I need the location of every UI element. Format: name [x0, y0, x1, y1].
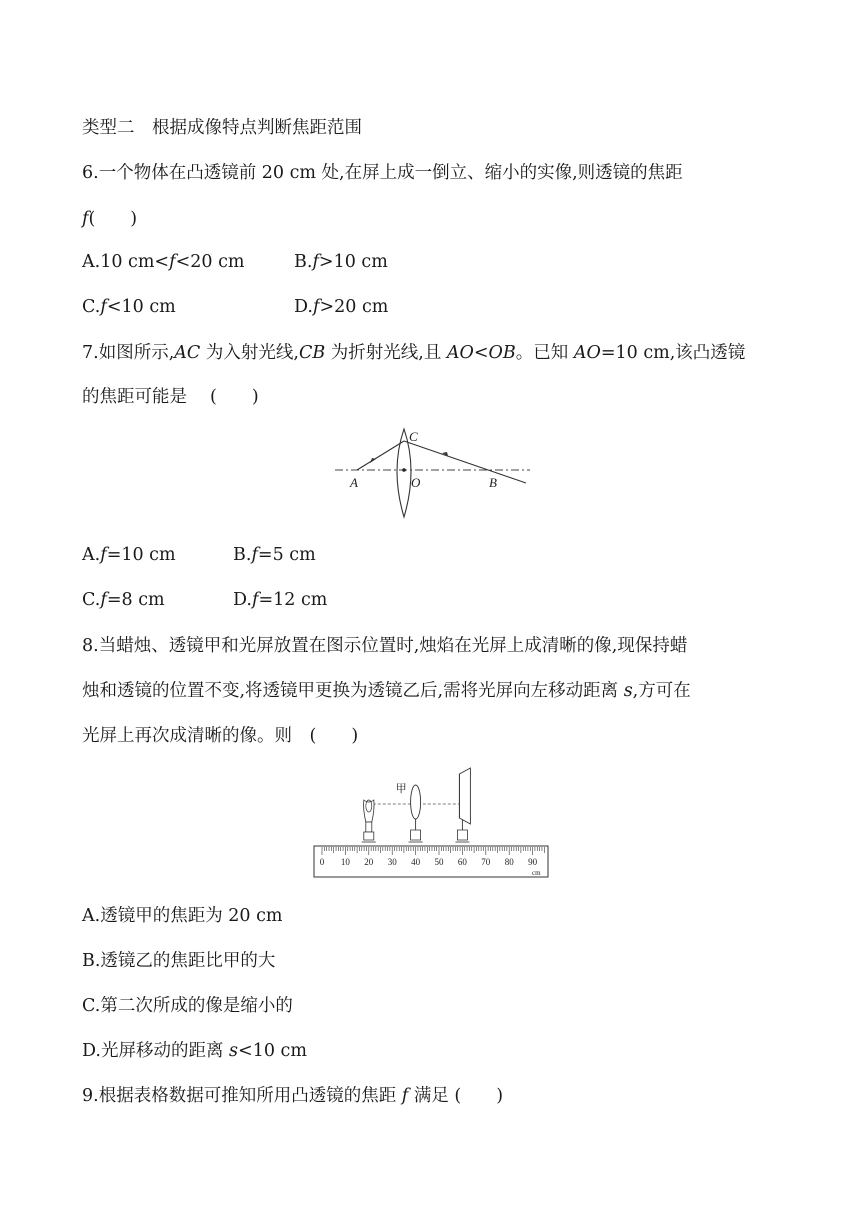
q8-option-a[interactable]: A.透镜甲的焦距为 20 cm: [82, 906, 283, 926]
candle-flame-holder: [364, 800, 375, 822]
q8-option-d-text-a: D.光屏移动的距离: [82, 1041, 230, 1061]
q7-option-a-text: =10 cm: [106, 545, 176, 565]
lens-center-dot: [402, 468, 406, 472]
q7-var-cb: CB: [298, 343, 326, 363]
q7-var-cond: AO<OB: [446, 343, 516, 363]
q8-optical-bench-diagram: [312, 764, 552, 880]
ruler-tick-label: 90: [528, 857, 538, 867]
q6-option-d-text: >20 cm: [319, 297, 389, 317]
q8-stem-line2: [82, 679, 691, 703]
q7-option-c-text: =8 cm: [106, 590, 165, 610]
q7-option-b-label: B.: [233, 545, 252, 565]
candle-body: [366, 822, 372, 832]
ruler-tick-label: 10: [340, 857, 350, 867]
q7-option-b[interactable]: [233, 543, 316, 567]
candle-stand: [364, 832, 374, 840]
q6-option-b-text: >10 cm: [318, 252, 388, 272]
screen-panel: [459, 768, 470, 824]
q7-option-b-text: =5 cm: [257, 545, 316, 565]
q6-var-f: f: [82, 209, 89, 229]
q7-stem-c: 为折射光线,且: [325, 343, 447, 363]
q7-stem-line1: [82, 341, 745, 365]
q7-var-ac: AC: [174, 343, 201, 363]
q8-stem-line3: 光屏上再次成清晰的像。则 ( ): [82, 726, 359, 746]
ruler-tick-label: 80: [504, 857, 514, 867]
label-b: B: [489, 475, 497, 490]
q7-option-c-label: C.: [82, 590, 101, 610]
lens-jia: [409, 785, 423, 842]
q6-option-b[interactable]: [294, 250, 388, 274]
q6-option-c[interactable]: [82, 295, 176, 319]
q7-option-d-text: =12 cm: [258, 590, 328, 610]
q7-option-d-var: f: [251, 590, 259, 610]
q7-option-d[interactable]: [233, 588, 327, 612]
q9-stem-a: 9.根据表格数据可推知所用凸透镜的焦距: [82, 1086, 402, 1106]
q7-option-a-var: f: [100, 545, 107, 565]
q6-option-a[interactable]: [82, 250, 244, 274]
q6-option-b-var: f: [312, 252, 319, 272]
q8-option-d[interactable]: [82, 1039, 307, 1063]
label-c: C: [409, 429, 418, 444]
q7-stem-d: 。已知: [515, 343, 574, 363]
q7-stem-e: =10 cm,该凸透镜: [600, 343, 746, 363]
q7-stem-b: 为入射光线,: [200, 343, 299, 363]
q6-option-d[interactable]: [294, 295, 388, 319]
q6-option-a-label: A.: [82, 252, 101, 272]
q8-stem-b: ,方可在: [632, 681, 691, 701]
label-a: A: [350, 475, 358, 490]
q7-stem-a: 7.如图所示,: [82, 343, 175, 363]
q9-var-f: f: [401, 1086, 409, 1106]
lens-jia-label: 甲: [395, 783, 407, 795]
q8-stem-line1: 8.当蜡烛、透镜甲和光屏放置在图示位置时,烛焰在光屏上成清晰的像,现保持蜡: [82, 636, 688, 656]
q6-option-d-var: f: [312, 297, 320, 317]
q6-answer-paren: ( ): [88, 209, 138, 229]
q7-option-a-label: A.: [82, 545, 101, 565]
q8-option-c[interactable]: C.第二次所成的像是缩小的: [82, 996, 293, 1016]
q7-option-b-var: f: [251, 545, 258, 565]
q6-option-d-label: D.: [294, 297, 313, 317]
q8-option-d-text-b: <10 cm: [238, 1041, 307, 1061]
q6-stem-line2: [82, 207, 137, 231]
q9-stem: [82, 1084, 503, 1108]
q6-option-c-text: <10 cm: [106, 297, 176, 317]
q8-option-d-var: s: [229, 1041, 239, 1061]
q7-option-a[interactable]: [82, 543, 176, 567]
section-title: 类型二 根据成像特点判断焦距范围: [82, 118, 362, 138]
candle: [362, 800, 376, 842]
q7-lens-ray-diagram: [330, 425, 535, 521]
q7-var-ao: AO: [573, 343, 601, 363]
q7-stem-line2: 的焦距可能是 ( ): [82, 387, 259, 407]
q7-option-d-label: D.: [233, 590, 252, 610]
q6-option-a-text: 10 cm<: [100, 252, 170, 272]
ruler-tick-label: 0: [319, 857, 325, 867]
ruler-tick-label: 50: [434, 857, 444, 867]
light-screen: [455, 768, 470, 842]
refracted-ray: [404, 441, 526, 483]
q6-option-a-var: f: [169, 252, 176, 272]
label-o: O: [411, 475, 421, 490]
q6-stem-line1: 6.一个物体在凸透镜前 20 cm 处,在屏上成一倒立、缩小的实像,则透镜的焦距: [82, 163, 683, 183]
q8-var-s: s: [623, 681, 633, 701]
q9-stem-b: 满足 ( ): [408, 1086, 504, 1106]
screen-stand: [457, 830, 467, 840]
q6-option-c-label: C.: [82, 297, 101, 317]
ruler-tick-label: 40: [411, 857, 421, 867]
lens-jia-stand: [411, 830, 421, 840]
q7-option-c-var: f: [100, 590, 107, 610]
ruler-tick-label: 20: [364, 857, 374, 867]
lens-jia-shape: [411, 785, 421, 819]
q8-stem-a: 烛和透镜的位置不变,将透镜甲更换为透镜乙后,需将光屏向左移动距离: [82, 681, 624, 701]
ruler-tick-label: 60: [457, 857, 467, 867]
q8-option-b[interactable]: B.透镜乙的焦距比甲的大: [82, 951, 276, 971]
q6-option-c-var: f: [100, 297, 107, 317]
ruler-unit-label: cm: [532, 869, 541, 877]
q7-option-c[interactable]: [82, 588, 165, 612]
ruler-tick-label: 70: [481, 857, 491, 867]
ruler-tick-label: 30: [387, 857, 397, 867]
q6-option-a-text2: <20 cm: [175, 252, 245, 272]
q6-option-b-label: B.: [294, 252, 313, 272]
